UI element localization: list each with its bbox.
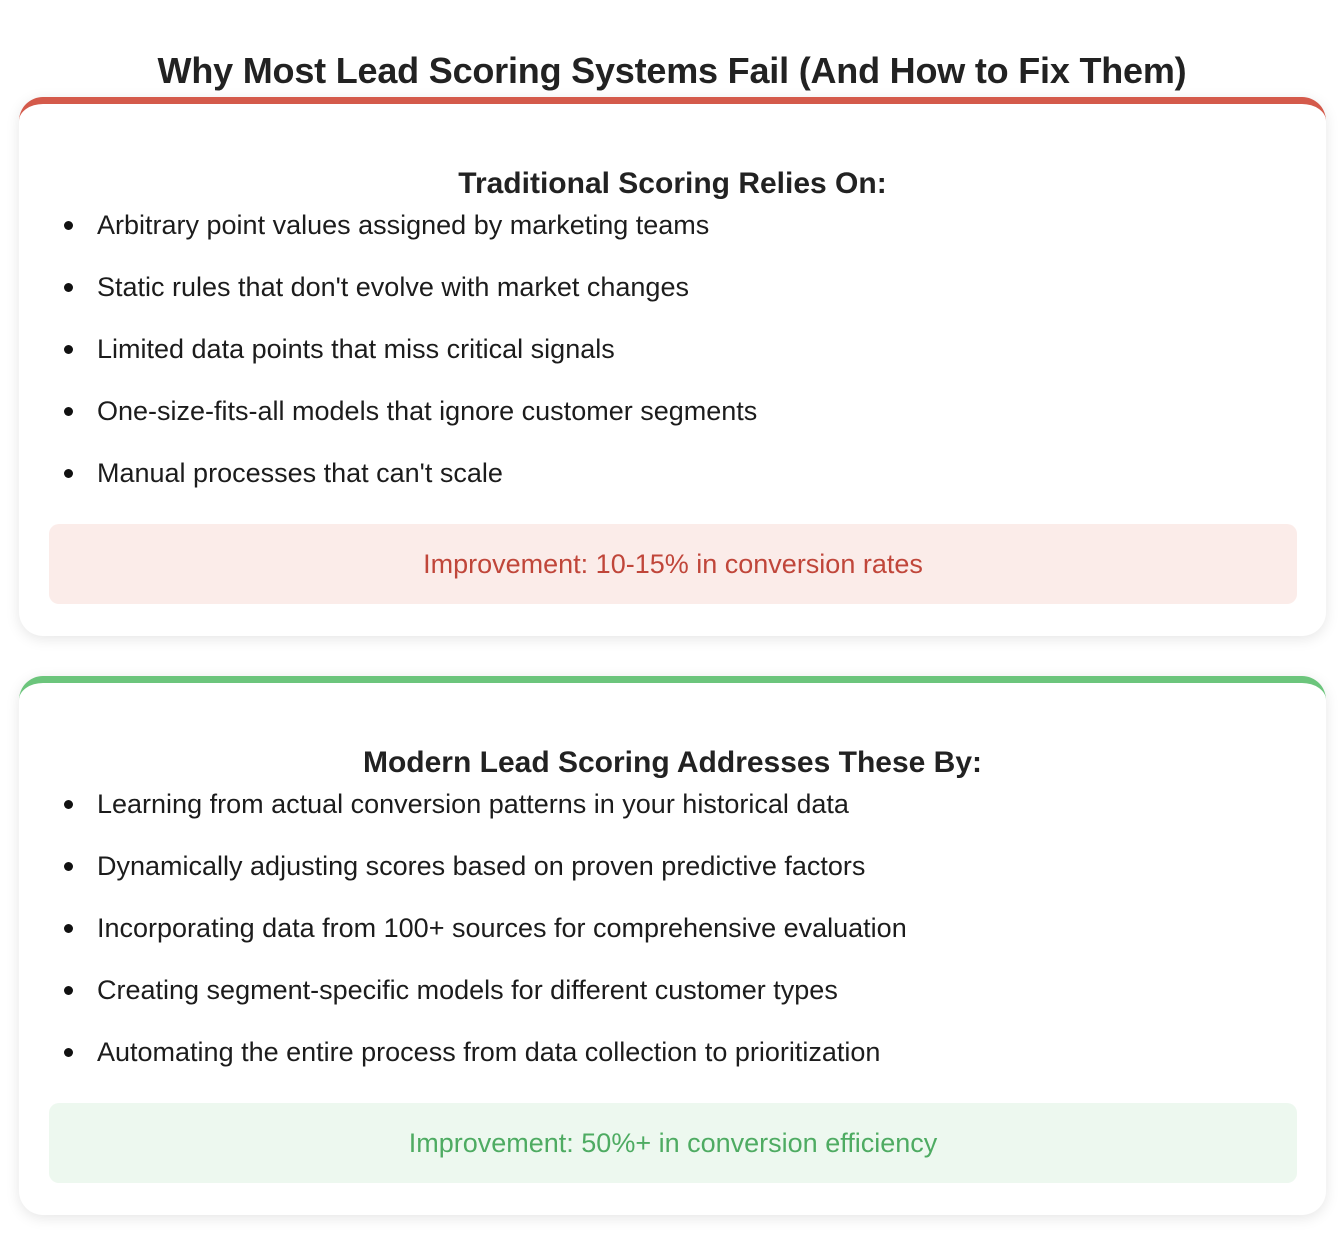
bullet-icon [64, 345, 73, 354]
bullet-icon [64, 862, 73, 871]
list-item [19, 391, 1326, 453]
traditional-scoring-card [19, 97, 1326, 636]
bullet-icon [64, 407, 73, 416]
list-item [19, 970, 1326, 1032]
traditional-scoring-heading: Traditional Scoring Relies On: [458, 166, 887, 200]
list-item [19, 267, 1326, 329]
list-item-text: Arbitrary point values assigned by marketing teams [97, 210, 710, 240]
bullet-icon [64, 986, 73, 995]
list-item [19, 205, 1326, 267]
bullet-icon [64, 469, 73, 478]
list-item [19, 908, 1326, 970]
list-item [19, 453, 1326, 515]
list-item [19, 784, 1326, 846]
list-item-text: One-size-fits-all models that ignore customer segments [97, 396, 758, 426]
modern-scoring-card [19, 676, 1326, 1215]
list-item [19, 846, 1326, 908]
modern-improvement-callout: Improvement: 50%+ in conversion efficiency [49, 1103, 1297, 1183]
bullet-icon [64, 800, 73, 809]
traditional-improvement-callout: Improvement: 10-15% in conversion rates [49, 524, 1297, 604]
list-item-text: Dynamically adjusting scores based on proven predictive factors [97, 851, 866, 881]
list-item-text: Manual processes that can't scale [97, 458, 503, 488]
list-item-text: Learning from actual conversion patterns in your historical data [97, 789, 849, 819]
list-item [19, 1032, 1326, 1094]
list-item-text: Automating the entire process from data collection to prioritization [97, 1037, 881, 1067]
list-item-text: Creating segment-specific models for different customer types [97, 975, 838, 1005]
bullet-icon [64, 283, 73, 292]
modern-scoring-heading: Modern Lead Scoring Addresses These By: [362, 745, 983, 779]
bullet-icon [64, 221, 73, 230]
list-item-text: Limited data points that miss critical signals [97, 334, 615, 364]
bullet-icon [64, 1048, 73, 1057]
list-item [19, 329, 1326, 391]
traditional-scoring-list [19, 205, 1326, 515]
bullet-icon [64, 924, 73, 933]
list-item-text: Static rules that don't evolve with market changes [97, 272, 689, 302]
page-title: Why Most Lead Scoring Systems Fail (And How to Fix Them) [157, 50, 1187, 92]
modern-scoring-list [19, 784, 1326, 1094]
list-item-text: Incorporating data from 100+ sources for comprehensive evaluation [97, 913, 907, 943]
